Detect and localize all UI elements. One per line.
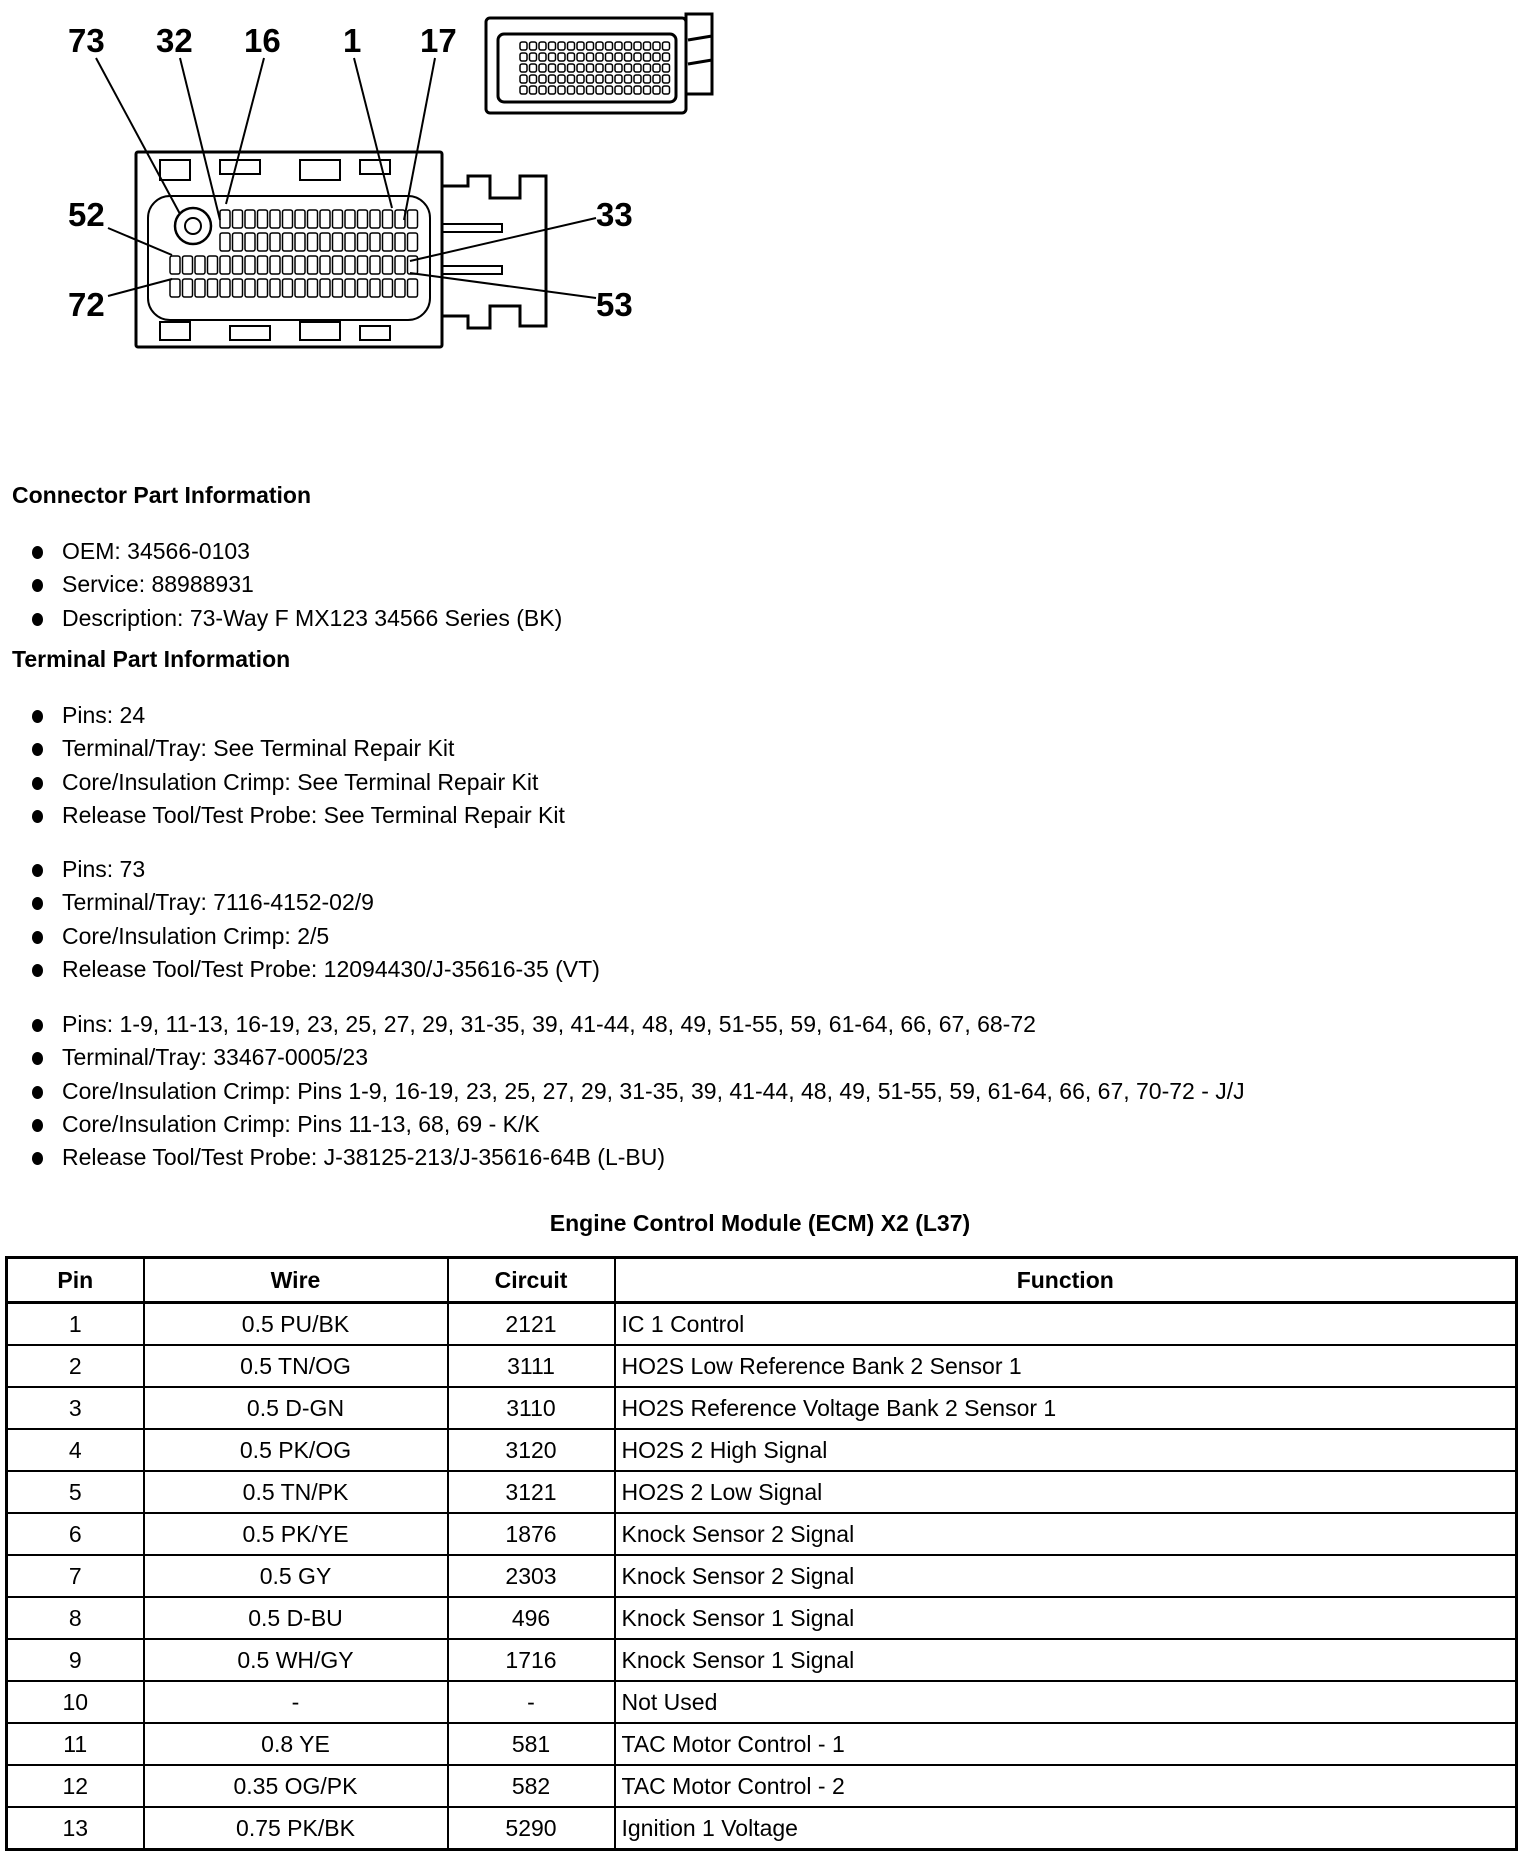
pin-cavity [370, 233, 380, 251]
list-item: Description: 73-Way F MX123 34566 Series (BK) [28, 602, 562, 635]
cell-function: HO2S 2 Low Signal [615, 1471, 1517, 1513]
pin-cavity [625, 75, 632, 83]
pin-cavity [308, 233, 318, 251]
connector-isometric-view [486, 14, 712, 113]
pin-cavity [370, 279, 380, 297]
pin-cavity [295, 233, 305, 251]
pin-cavity [283, 279, 293, 297]
cell-pin: 5 [7, 1471, 144, 1513]
pin-cavity [270, 210, 280, 228]
pin-cavity [283, 210, 293, 228]
cell-wire: 0.5 WH/GY [144, 1639, 448, 1681]
pin-cavity [258, 210, 268, 228]
pin-cavity [270, 279, 280, 297]
cell-pin: 3 [7, 1387, 144, 1429]
cell-pin: 1 [7, 1303, 144, 1346]
pin-cavity [653, 64, 660, 72]
cell-circuit: 3110 [448, 1387, 615, 1429]
pin-cavity [408, 233, 418, 251]
pin-cavity [320, 256, 330, 274]
cell-wire: 0.5 TN/PK [144, 1471, 448, 1513]
pin-cavity [653, 53, 660, 61]
pin-cavity [577, 86, 584, 94]
pin-cavity [568, 86, 575, 94]
cell-wire: 0.5 GY [144, 1555, 448, 1597]
table-row [7, 1303, 1517, 1346]
pin-cavity [370, 210, 380, 228]
pin-cavity [644, 86, 651, 94]
pin-cavity [606, 42, 613, 50]
table-row [7, 1807, 1517, 1850]
pin-cavity [549, 64, 556, 72]
pin-cavity [245, 279, 255, 297]
pin-cavity [345, 210, 355, 228]
cell-function: HO2S 2 High Signal [615, 1429, 1517, 1471]
pin-cavity [320, 279, 330, 297]
pin-cavity [333, 233, 343, 251]
pin-label-73: 73 [68, 22, 105, 59]
pin-cavity [383, 233, 393, 251]
pin-cavity [539, 53, 546, 61]
cell-circuit: 3121 [448, 1471, 615, 1513]
cell-function: IC 1 Control [615, 1303, 1517, 1346]
pin-cavity [596, 53, 603, 61]
pin-cavity [520, 64, 527, 72]
pin-cavity [383, 279, 393, 297]
pin-cavity [245, 210, 255, 228]
cell-pin: 10 [7, 1681, 144, 1723]
cell-wire: 0.35 OG/PK [144, 1765, 448, 1807]
terminal-info-group-3 [28, 1008, 1245, 1174]
pin-label-16: 16 [244, 22, 281, 59]
pin-label-17: 17 [420, 22, 457, 59]
connector-face-view [136, 152, 546, 347]
table-row [7, 1765, 1517, 1807]
pin-cavity [625, 53, 632, 61]
pin-cavity [320, 210, 330, 228]
pin-cavity [558, 42, 565, 50]
cell-pin: 8 [7, 1597, 144, 1639]
cell-circuit: 1716 [448, 1639, 615, 1681]
pin-label-33: 33 [596, 196, 633, 233]
pin-cavity [663, 86, 670, 94]
pin-cavity [333, 210, 343, 228]
list-item: Terminal/Tray: 33467-0005/23 [28, 1041, 1245, 1074]
pin-cavity [358, 279, 368, 297]
pin-cavity [170, 256, 180, 274]
pin-label-1: 1 [343, 22, 362, 59]
pin-cavity [258, 256, 268, 274]
pin-cavity [208, 256, 218, 274]
cell-circuit: 3111 [448, 1345, 615, 1387]
pin-cavity [270, 256, 280, 274]
pin-cavity [634, 64, 641, 72]
cell-wire: 0.5 PU/BK [144, 1303, 448, 1346]
pin-label-53: 53 [596, 286, 633, 323]
pin-cavity [183, 279, 193, 297]
list-item: Service: 88988931 [28, 568, 562, 601]
cell-function: HO2S Reference Voltage Bank 2 Sensor 1 [615, 1387, 1517, 1429]
header-function: Function [615, 1258, 1517, 1303]
cell-pin: 11 [7, 1723, 144, 1765]
pin-cavity [395, 256, 405, 274]
pin-cavity [383, 256, 393, 274]
pin-cavity [308, 256, 318, 274]
cell-function: HO2S Low Reference Bank 2 Sensor 1 [615, 1345, 1517, 1387]
cell-circuit: 581 [448, 1723, 615, 1765]
table-header-row [7, 1258, 1517, 1303]
pin-cavity [170, 279, 180, 297]
pin-cavity [295, 279, 305, 297]
pin-cavity [320, 233, 330, 251]
pin-cavity [634, 86, 641, 94]
cell-wire: 0.5 D-GN [144, 1387, 448, 1429]
pin-cavity [653, 42, 660, 50]
pin-cavity [220, 233, 230, 251]
pin-cavity [208, 279, 218, 297]
pin-cavity [577, 64, 584, 72]
pin-cavity [558, 86, 565, 94]
pin-cavity [395, 279, 405, 297]
cell-wire: 0.5 TN/OG [144, 1345, 448, 1387]
cell-function: Knock Sensor 2 Signal [615, 1513, 1517, 1555]
cell-function: Knock Sensor 1 Signal [615, 1597, 1517, 1639]
pin-cavity [568, 53, 575, 61]
terminal-part-info-heading: Terminal Part Information [12, 646, 291, 672]
pin-cavity [625, 64, 632, 72]
cell-function: Knock Sensor 2 Signal [615, 1555, 1517, 1597]
pin-cavity [558, 53, 565, 61]
connector-part-info-heading: Connector Part Information [12, 482, 312, 508]
pin-cavity [530, 75, 537, 83]
terminal-info-group-2 [28, 853, 600, 986]
cell-circuit: 1876 [448, 1513, 615, 1555]
list-item: Terminal/Tray: 7116-4152-02/9 [28, 886, 600, 919]
pin-cavity [625, 86, 632, 94]
table-row [7, 1555, 1517, 1597]
cell-wire: 0.5 PK/OG [144, 1429, 448, 1471]
table-row [7, 1345, 1517, 1387]
pin-cavity [634, 42, 641, 50]
pin-cavity [644, 53, 651, 61]
pin-cavity [530, 64, 537, 72]
cell-circuit: - [448, 1681, 615, 1723]
table-row [7, 1471, 1517, 1513]
pin-label-72: 72 [68, 286, 105, 323]
pin-cavity [345, 279, 355, 297]
pinout-table [5, 1256, 1518, 1851]
pin-cavity [596, 86, 603, 94]
pin-cavity [258, 233, 268, 251]
pin-cavity [653, 75, 660, 83]
pin-cavity [220, 279, 230, 297]
cell-wire: 0.8 YE [144, 1723, 448, 1765]
pin-cavity [596, 75, 603, 83]
pin-cavity [283, 256, 293, 274]
pin-cavity [408, 210, 418, 228]
pin-cavity [183, 256, 193, 274]
list-item: Pins: 1-9, 11-13, 16-19, 23, 25, 27, 29, 31-35, 39, 41-44, 48, 49, 51-55, 59, 61-64, 66, 67, 68-72 [28, 1008, 1245, 1041]
pin-cavity [615, 75, 622, 83]
pin-cavity [245, 256, 255, 274]
pin-cavity [549, 42, 556, 50]
cell-function: TAC Motor Control - 2 [615, 1765, 1517, 1807]
table-title: Engine Control Module (ECM) X2 (L37) [549, 1210, 971, 1236]
table-row [7, 1597, 1517, 1639]
pin-cavity [577, 53, 584, 61]
pin-cavity [358, 233, 368, 251]
pin-cavity [358, 210, 368, 228]
pin-cavity [663, 42, 670, 50]
pin-cavity [530, 53, 537, 61]
cell-circuit: 5290 [448, 1807, 615, 1850]
table-row [7, 1639, 1517, 1681]
cell-function: Not Used [615, 1681, 1517, 1723]
table-row [7, 1681, 1517, 1723]
pin-cavity [549, 53, 556, 61]
cell-function: TAC Motor Control - 1 [615, 1723, 1517, 1765]
header-wire: Wire [144, 1258, 448, 1303]
list-item: Release Tool/Test Probe: See Terminal Repair Kit [28, 799, 565, 832]
pin-cavity [663, 53, 670, 61]
pin-cavity [596, 64, 603, 72]
pin-cavity [345, 256, 355, 274]
pin-cavity [615, 86, 622, 94]
connector-diagram [0, 0, 760, 380]
list-item: OEM: 34566-0103 [28, 535, 562, 568]
pin-cavity [233, 256, 243, 274]
list-item: Core/Insulation Crimp: Pins 1-9, 16-19, 23, 25, 27, 29, 31-35, 39, 41-44, 48, 49, 51-55, 59, 61-64, 66, 67, 70-72 - J/J [28, 1075, 1245, 1108]
pin-cavity [558, 75, 565, 83]
cell-circuit: 2303 [448, 1555, 615, 1597]
table-row [7, 1513, 1517, 1555]
pin-cavity [383, 210, 393, 228]
pin-cavity [606, 64, 613, 72]
cell-pin: 9 [7, 1639, 144, 1681]
pin-cavity [653, 86, 660, 94]
pin-cavity [587, 42, 594, 50]
pin-cavity [539, 64, 546, 72]
cell-pin: 4 [7, 1429, 144, 1471]
pin-cavity [370, 256, 380, 274]
list-item: Pins: 73 [28, 853, 600, 886]
connector-info-list [28, 535, 562, 635]
pin-cavity [625, 42, 632, 50]
pin-cavity [606, 53, 613, 61]
pin-label-52: 52 [68, 196, 105, 233]
pin-cavity [644, 42, 651, 50]
pin-label-32: 32 [156, 22, 193, 59]
cell-wire: 0.5 D-BU [144, 1597, 448, 1639]
pin-cavity [634, 75, 641, 83]
list-item: Core/Insulation Crimp: 2/5 [28, 920, 600, 953]
pin-cavity [233, 279, 243, 297]
list-item: Terminal/Tray: See Terminal Repair Kit [28, 732, 565, 765]
pin-cavity [587, 53, 594, 61]
header-pin: Pin [7, 1258, 144, 1303]
pin-cavity [333, 256, 343, 274]
pin-cavity [615, 64, 622, 72]
cell-circuit: 582 [448, 1765, 615, 1807]
pin-cavity [295, 210, 305, 228]
pin-cavity [530, 86, 537, 94]
pin-cavity [195, 256, 205, 274]
pin-cavity [663, 64, 670, 72]
header-circuit: Circuit [448, 1258, 615, 1303]
pin-cavity [606, 86, 613, 94]
pin-cavity [606, 75, 613, 83]
pin-cavity [395, 233, 405, 251]
pin-cavity [333, 279, 343, 297]
pin-cavity [408, 279, 418, 297]
pin-cavity [587, 64, 594, 72]
terminal-info-group-1 [28, 699, 565, 832]
cell-pin: 12 [7, 1765, 144, 1807]
pin-cavity [539, 86, 546, 94]
pin-cavity [615, 42, 622, 50]
pin-cavity [245, 233, 255, 251]
table-row [7, 1387, 1517, 1429]
pin-cavity [308, 210, 318, 228]
pin-cavity [663, 75, 670, 83]
list-item: Core/Insulation Crimp: See Terminal Repair Kit [28, 766, 565, 799]
cell-function: Knock Sensor 1 Signal [615, 1639, 1517, 1681]
pin-cavity [634, 53, 641, 61]
pin-cavity [587, 75, 594, 83]
pin-cavity [520, 86, 527, 94]
pin-cavity [549, 86, 556, 94]
pin-cavity [520, 53, 527, 61]
pin-cavity [539, 42, 546, 50]
pin-cavity [530, 42, 537, 50]
pin-cavity [596, 42, 603, 50]
pin-cavity [233, 233, 243, 251]
pin-cavity [615, 53, 622, 61]
list-item: Core/Insulation Crimp: Pins 11-13, 68, 69 - K/K [28, 1108, 1245, 1141]
pin-cavity [549, 75, 556, 83]
table-row [7, 1723, 1517, 1765]
pin-cavity [283, 233, 293, 251]
pin-cavity [220, 210, 230, 228]
pin-cavity [644, 75, 651, 83]
pin-cavity [358, 256, 368, 274]
pin-cavity [587, 86, 594, 94]
pin-cavity [308, 279, 318, 297]
list-item: Release Tool/Test Probe: 12094430/J-35616-35 (VT) [28, 953, 600, 986]
pin-cavity [295, 256, 305, 274]
pin-cavity [520, 42, 527, 50]
list-item: Release Tool/Test Probe: J-38125-213/J-35616-64B (L-BU) [28, 1141, 1245, 1174]
pin-cavity [270, 233, 280, 251]
pin-cavity [568, 75, 575, 83]
cell-function: Ignition 1 Voltage [615, 1807, 1517, 1850]
cell-wire: 0.75 PK/BK [144, 1807, 448, 1850]
cell-pin: 2 [7, 1345, 144, 1387]
pin-cavity [520, 75, 527, 83]
pin-cavity [258, 279, 268, 297]
cell-circuit: 2121 [448, 1303, 615, 1346]
cell-pin: 7 [7, 1555, 144, 1597]
cell-pin: 13 [7, 1807, 144, 1850]
pin-cavity [195, 279, 205, 297]
cell-wire: 0.5 PK/YE [144, 1513, 448, 1555]
list-item: Pins: 24 [28, 699, 565, 732]
cell-pin: 6 [7, 1513, 144, 1555]
pin-cavity [345, 233, 355, 251]
pin-cavity [577, 75, 584, 83]
cell-circuit: 3120 [448, 1429, 615, 1471]
pin-cavity [558, 64, 565, 72]
pin-cavity [577, 42, 584, 50]
table-row [7, 1429, 1517, 1471]
cell-circuit: 496 [448, 1597, 615, 1639]
pin-cavity [644, 64, 651, 72]
pin-cavity [220, 256, 230, 274]
pin-cavity [233, 210, 243, 228]
pin-cavity [539, 75, 546, 83]
pin-cavity [568, 42, 575, 50]
cell-wire: - [144, 1681, 448, 1723]
pin-cavity [568, 64, 575, 72]
